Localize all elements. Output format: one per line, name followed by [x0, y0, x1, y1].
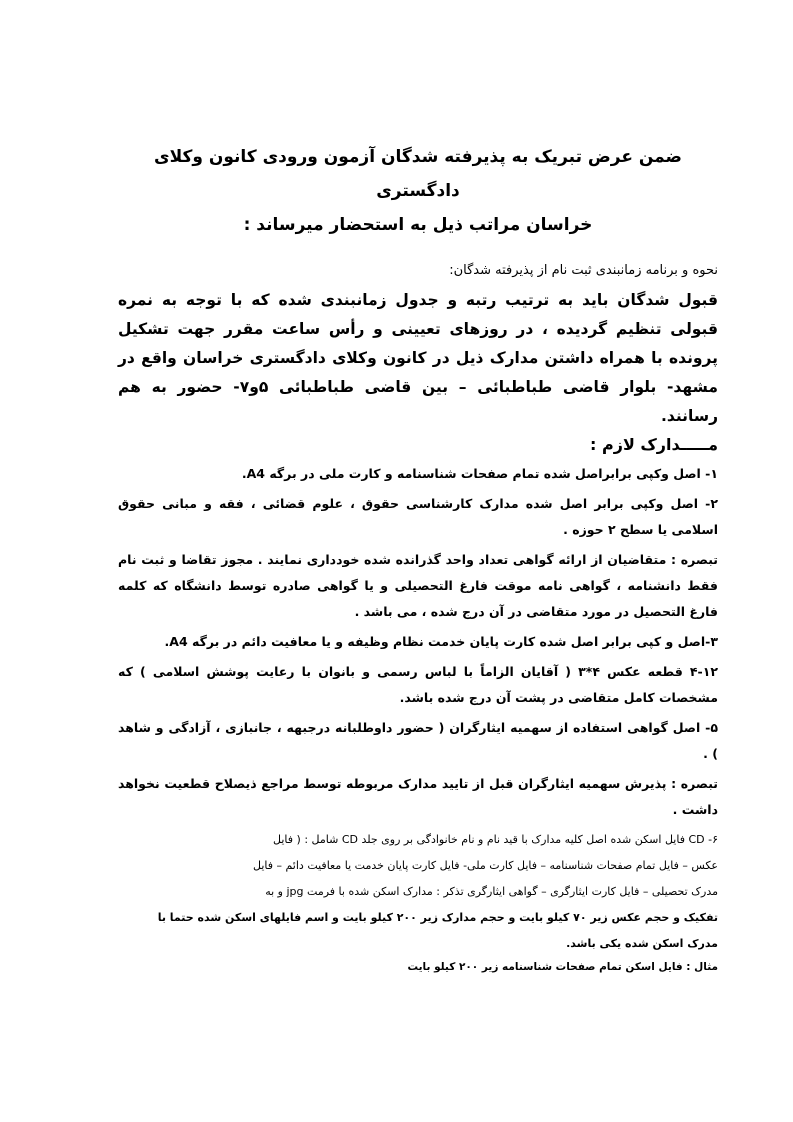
intro-paragraph: قبول شدگان باید به ترتیب رتبه و جدول زمانبندی شده که با توجه به نمره قبولی تنظیم گردیده ، در روزهای تعیینی و رأس ساعت مقرر جهت تشکیل پرونده با همراه داشتن مدارک ذیل در کانون وکلای دادگستری خراسان واقع در مشهد- بلوار قاضی طباطبائی – بین قاضی طباطبائی ۵و۷- حضور به هم رسانند. [118, 291, 718, 425]
requirement-item-5: ۵- اصل گواهی استفاده از سهمیه ایثارگران ( حضور داوطلبانه درجبهه ، جانبازی ، آزادگی و شاهد ) . [118, 720, 718, 761]
document-page [118, 140, 718, 977]
procedure-heading: نحوه و برنامه زمانبندی ثبت نام از پذیرفته شدگان: [449, 263, 718, 278]
requirement-note-1: تبصره : متقاضیان از ارائه گواهی تعداد واحد گذرانده شده خودداری نمایند . مجوز تقاضا و ثبت نام فقط دانشنامه ، گواهی نامه موقت فارغ التحصیلی و یا گواهی صادره توسط دانشگاه که کلمه فارغ التحصیل در مورد متقاضی در آن درج شده ، می باشد . [118, 552, 718, 619]
requirement-item-6-line-5: مدرک اسکن شده یکی باشد. [566, 937, 718, 950]
requirement-item-6-line-3: مدرک تحصیلی – فایل کارت ایثارگری – گواهی ایثارگری تذکر : مدارک اسکن شده با فرمت jpg و به [265, 885, 718, 898]
requirement-item-3: ۳-اصل و کپی برابر اصل شده کارت پایان خدمت نظام وظیفه و یا معافیت دائم در برگه A4. [164, 634, 718, 649]
document-title-line-2: خراسان مراتب ذیل به استحضار میرساند : [243, 215, 593, 235]
requirement-item-4: ۴-۱۲ قطعه عکس ۴*۳ ( آقایان الزاماً با لباس رسمی و بانوان با رعایت پوشش اسلامی ) که مشخصات کامل متقاضی در پشت آن درج شده باشد. [118, 664, 718, 705]
example-note: مثال : فایل اسکن تمام صفحات شناسنامه زیر ۲۰۰ کیلو بایت [407, 961, 718, 973]
documents-heading: مـــــدارک لازم : [590, 435, 718, 454]
requirement-item-6-line-2: عکس – فایل تمام صفحات شناسنامه – فایل کارت ملی- فایل کارت پایان خدمت یا معافیت دائم – فایل [252, 859, 718, 872]
requirement-item-2: ۲- اصل وکپی برابر اصل شده مدارک کارشناسی حقوق ، علوم قضائی ، فقه و مبانی حقوق اسلامی یا سطح ۲ حوزه . [118, 496, 718, 537]
requirement-item-6-line-1: ۶- CD فایل اسکن شده اصل کلیه مدارک با قید نام و نام خانوادگی بر روی جلد CD شامل : ( فایل [273, 833, 718, 846]
requirement-note-2: تبصره : پذیرش سهمیه ایثارگران قبل از تایید مدارک مربوطه توسط مراجع ذیصلاح قطعیت نخواهد داشت . [118, 776, 718, 817]
document-title-line-1: ضمن عرض تبریک به پذیرفته شدگان آزمون ورودی کانون وکلای دادگستری [154, 147, 682, 201]
requirement-item-6-line-4: تفکیک و حجم عکس زیر ۷۰ کیلو بایت و حجم مدارک زیر ۲۰۰ کیلو بایت و اسم فایلهای اسکن شده حتما با [157, 911, 718, 924]
requirement-item-1: ۱- اصل وکپی برابراصل شده تمام صفحات شناسنامه و کارت ملی در برگه A4. [241, 466, 718, 481]
